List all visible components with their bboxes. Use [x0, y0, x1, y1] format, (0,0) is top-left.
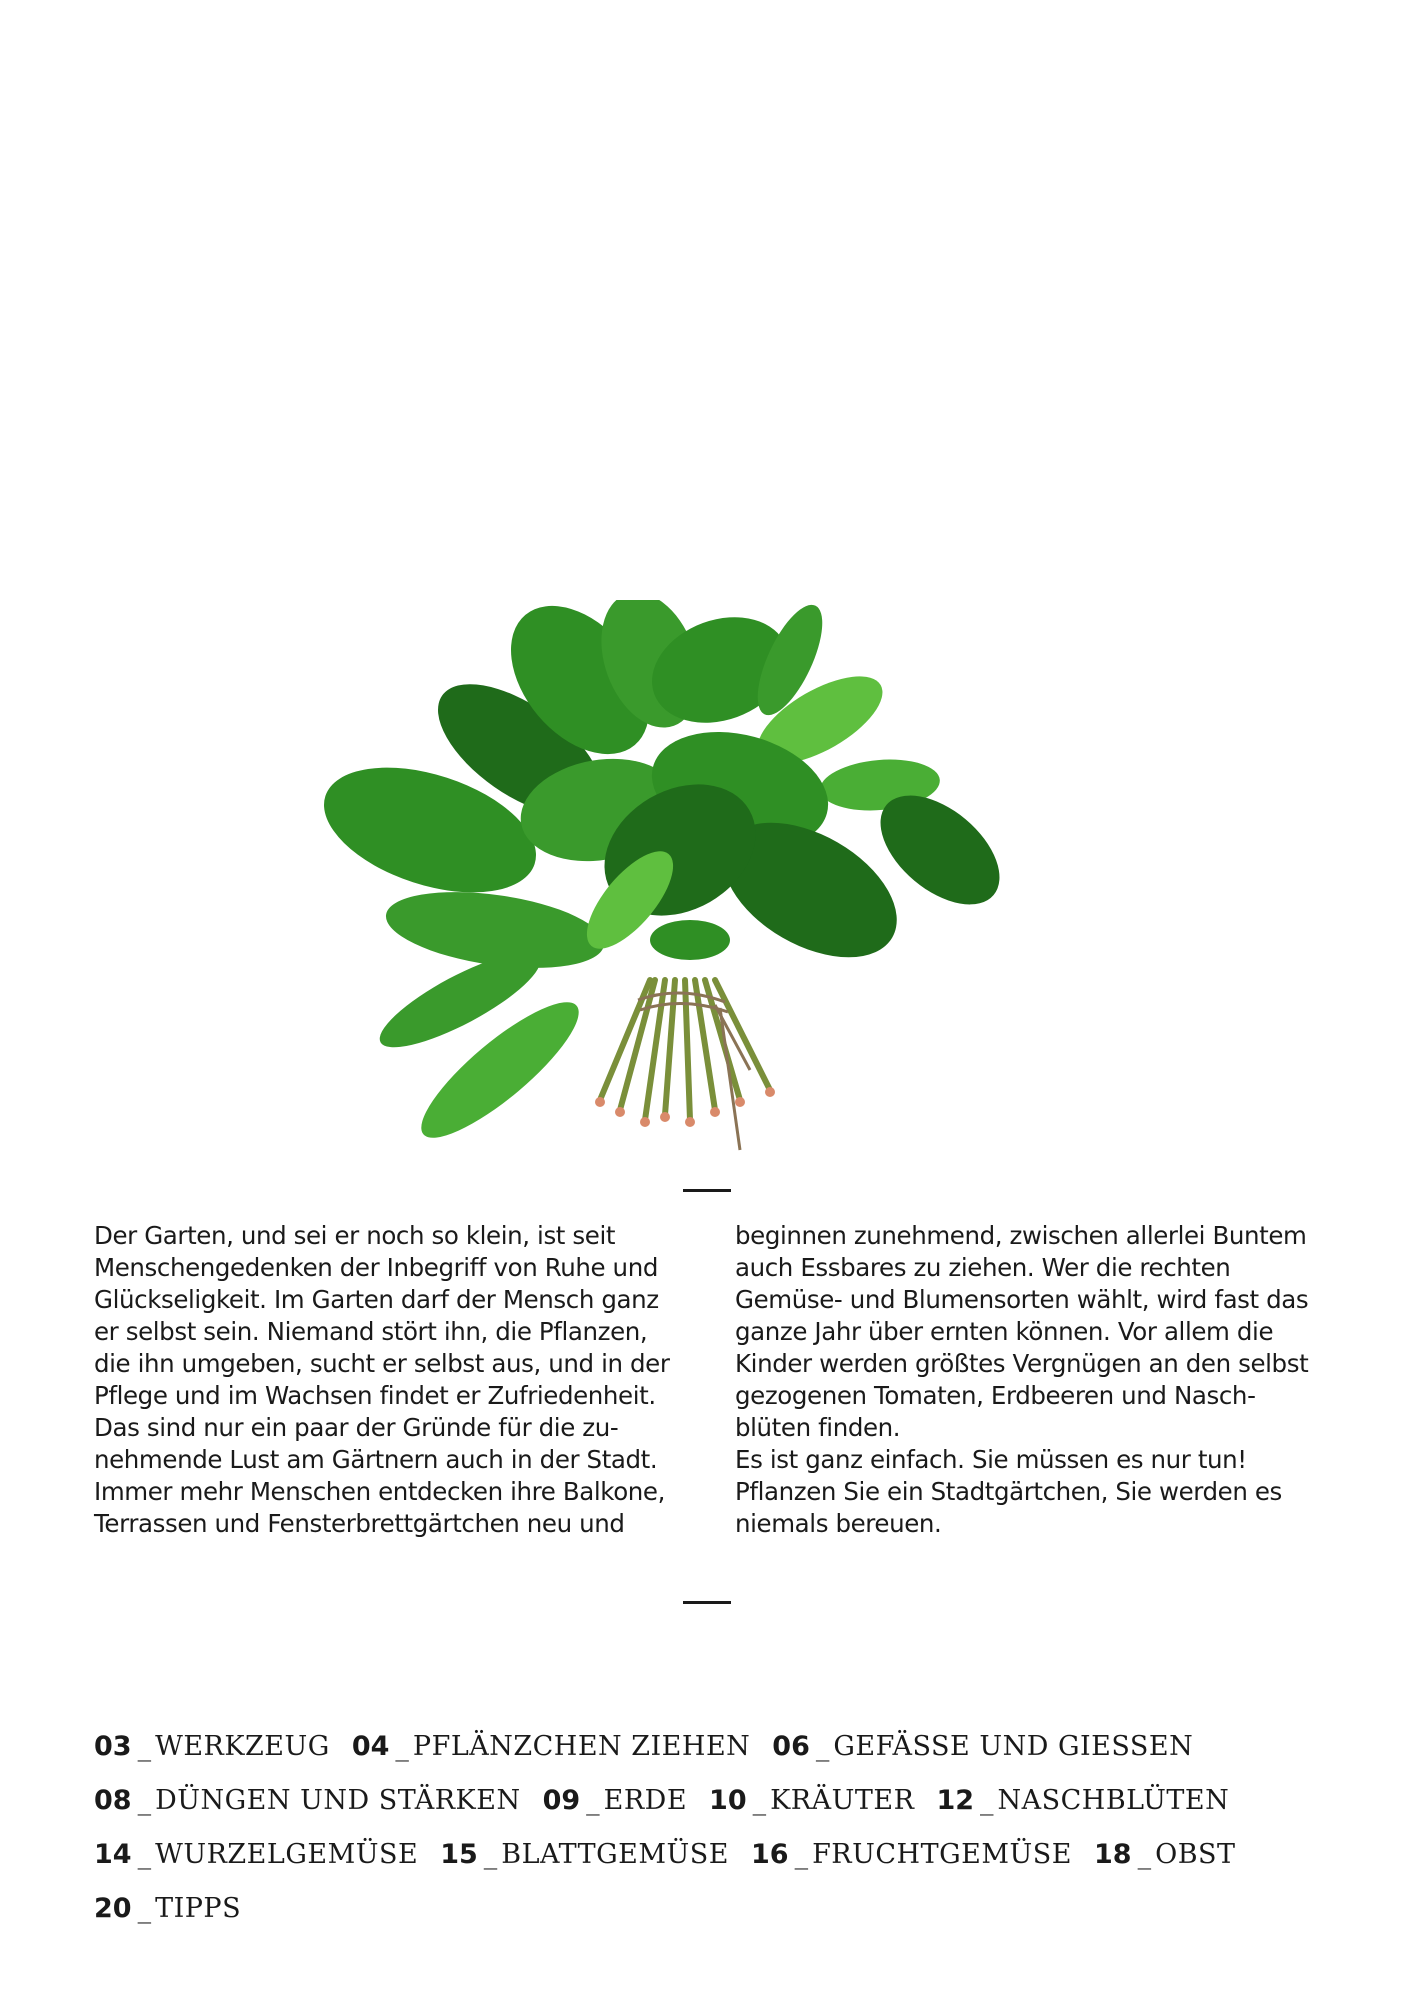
spinach-bundle-illustration	[320, 600, 1070, 1180]
toc-page-number: 16	[750, 1839, 789, 1870]
toc-separator: _	[137, 1893, 152, 1924]
toc-title: FRUCHTGEMÜSE	[812, 1839, 1072, 1870]
toc-title: TIPPS	[155, 1893, 242, 1924]
toc-separator: _	[980, 1785, 994, 1816]
toc-entry[interactable]	[94, 1785, 521, 1816]
toc-title: DÜNGEN UND STÄRKEN	[155, 1785, 521, 1816]
toc-entry[interactable]	[543, 1785, 687, 1816]
toc-separator: _	[137, 1785, 152, 1816]
toc-entry[interactable]	[1094, 1839, 1236, 1870]
intro-text	[94, 1220, 1334, 1540]
toc-entry[interactable]	[751, 1839, 1072, 1870]
toc-separator: _	[752, 1785, 767, 1816]
toc-title: WERKZEUG	[155, 1731, 330, 1762]
toc-row	[94, 1720, 1334, 1774]
toc-title: OBST	[1155, 1839, 1236, 1870]
toc-page-number: 04	[351, 1731, 390, 1762]
toc-entry[interactable]	[936, 1785, 1229, 1816]
toc-page-number: 06	[772, 1731, 810, 1762]
toc-page-number: 12	[936, 1785, 975, 1816]
toc-entry[interactable]	[94, 1893, 241, 1924]
toc-entry[interactable]	[772, 1731, 1193, 1762]
toc-page-number: 08	[94, 1785, 132, 1816]
toc-separator: _	[794, 1839, 809, 1870]
toc-title: GEFÄSSE UND GIESSEN	[833, 1731, 1194, 1762]
intro-column-right: beginnen zunehmend, zwischen allerlei Buntem auch Essbares zu ziehen. Wer die rechten Gemüse- und Blumensorten wählt, wird fast das ganze Jahr über ernten können. Vor allem die Kinder werden größtes Vergnügen an den selbst gezogenen Tomaten, Erdbeeren und Nasch- blüten finden. Es ist ganz einfach. Sie müssen es nur tun! Pflanzen Sie ein Stadtgärtchen, Sie werden es niemals bereuen.	[735, 1221, 1309, 1538]
divider-bottom	[683, 1601, 731, 1604]
table-of-contents	[94, 1720, 1334, 1936]
spinach-photo	[320, 600, 1070, 1180]
toc-row	[94, 1882, 1334, 1936]
toc-title: WURZELGEMÜSE	[155, 1839, 419, 1870]
toc-title: BLATTGEMÜSE	[501, 1839, 729, 1870]
toc-title: ERDE	[603, 1785, 688, 1816]
toc-separator: _	[586, 1785, 600, 1816]
toc-row	[94, 1774, 1334, 1828]
toc-separator: _	[1137, 1839, 1152, 1870]
toc-separator: _	[483, 1839, 498, 1870]
toc-separator: _	[137, 1731, 152, 1762]
toc-page-number: 14	[94, 1839, 132, 1870]
toc-title: PFLÄNZCHEN ZIEHEN	[412, 1731, 751, 1762]
toc-entry[interactable]	[352, 1731, 750, 1762]
toc-title: KRÄUTER	[770, 1785, 915, 1816]
toc-entry[interactable]	[94, 1731, 330, 1762]
toc-entry[interactable]	[709, 1785, 914, 1816]
toc-title: NASCHBLÜTEN	[997, 1785, 1230, 1816]
toc-entry[interactable]	[440, 1839, 729, 1870]
toc-page-number: 15	[440, 1839, 478, 1870]
intro-column-left: Der Garten, und sei er noch so klein, ist seit Menschengedenken der Inbegriff von Ruhe und Glückseligkeit. Im Garten darf der Mensch ganz er selbst sein. Niemand stört ihn, die Pflanzen, die ihn umgeben, sucht er selbst aus, und in der Pflege und im Wachsen findet er Zufriedenheit. Das sind nur ein paar der Gründe für die zu- nehmende Lust am Gärtnern auch in der Stadt. Immer mehr Menschen entdecken ihre Balkone, Terrassen und Fensterbrettgärtchen neu und	[94, 1221, 670, 1538]
spinach-stems	[600, 980, 770, 1120]
toc-page-number: 03	[94, 1731, 132, 1762]
toc-page-number: 20	[94, 1893, 132, 1924]
toc-entry[interactable]	[94, 1839, 418, 1870]
toc-page-number: 09	[542, 1785, 581, 1816]
toc-separator: _	[395, 1731, 409, 1762]
toc-page-number: 18	[1093, 1839, 1132, 1870]
divider-top	[683, 1189, 731, 1192]
toc-page-number: 10	[709, 1785, 747, 1816]
toc-separator: _	[815, 1731, 830, 1762]
toc-row	[94, 1828, 1334, 1882]
toc-separator: _	[137, 1839, 152, 1870]
